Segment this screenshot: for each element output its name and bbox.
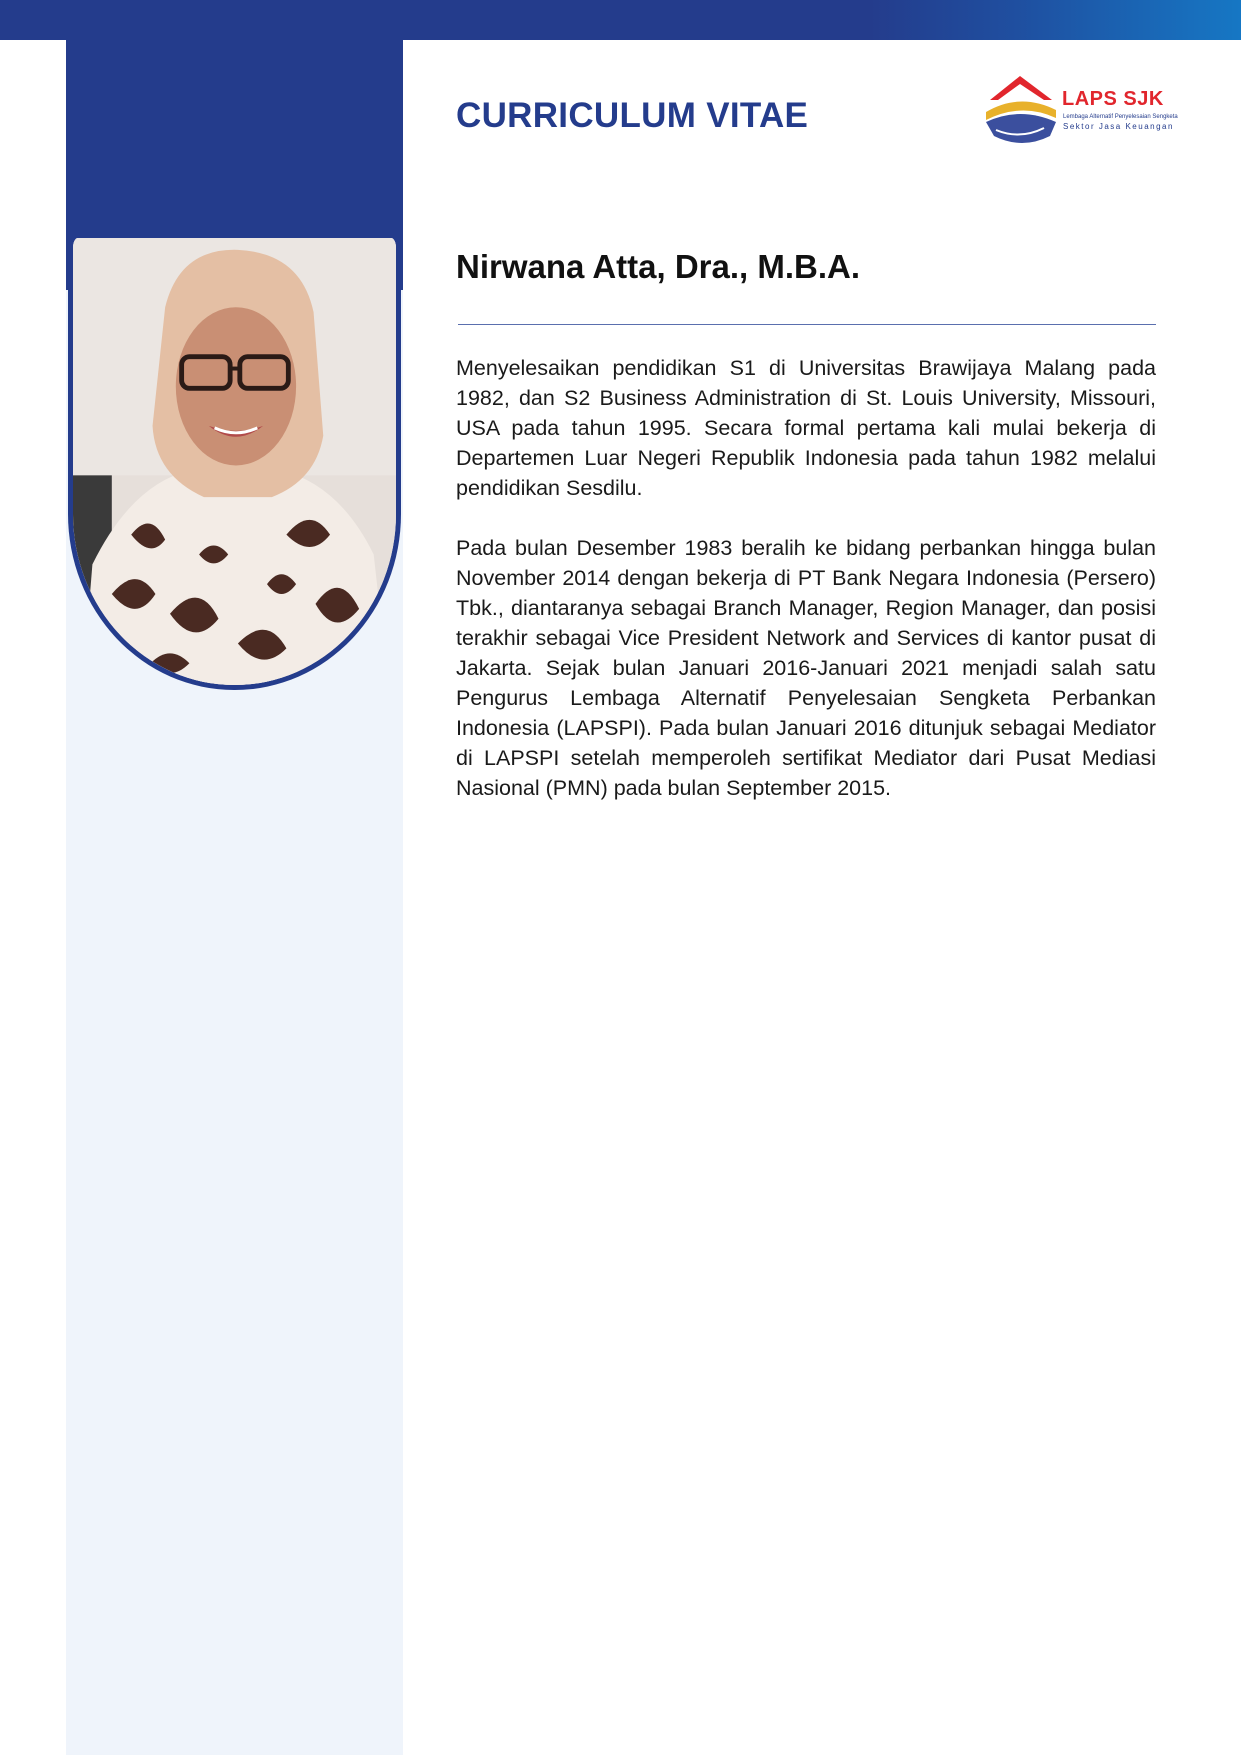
left-margin-panel: [0, 40, 66, 1755]
logo-wordmark: LAPS SJK: [1062, 88, 1164, 110]
laps-sjk-logo: [982, 70, 1182, 150]
portrait-illustration: [73, 238, 396, 685]
bio-paragraph-career: Pada bulan Desember 1983 beralih ke bidang perbankan hingga bulan November 2014 dengan bekerja di PT Bank Negara Indonesia (Persero) Tbk., diantaranya sebagai Branch Manager, Region Manager, dan posisi terakhir sebagai Vice President Network and Services di kantor pusat di Jakarta. Sejak bulan Januari 2016-Januari 2021 menjadi salah satu Pengurus Lembaga Alternatif Penyelesaian Sengketa Perbankan Indonesia (LAPSPI). Pada bulan Januari 2016 ditunjuk sebagai Mediator di LAPSPI setelah memperoleh sertifikat Mediator dari Pusat Mediasi Nasional (PMN) pada bulan September 2015.: [456, 536, 1156, 800]
logo-subtitle-sector: Sektor Jasa Keuangan: [1063, 122, 1174, 131]
person-name: Nirwana Atta, Dra., M.B.A.: [456, 248, 861, 285]
top-banner: [0, 0, 1241, 40]
biography: [456, 353, 1156, 833]
bio-paragraph-education: Menyelesaikan pendidikan S1 di Universitas Brawijaya Malang pada 1982, dan S2 Business Administration di St. Louis University, Missouri, USA pada tahun 1995. Secara formal pertama kali mulai bekerja di Departemen Luar Negeri Republik Indonesia pada tahun 1982 melalui pendidikan Sesdilu.: [456, 356, 1156, 500]
page-title: CURRICULUM VITAE: [456, 96, 809, 135]
portrait-photo: [68, 238, 401, 690]
main-content-panel: [403, 40, 1241, 1755]
logo-subtitle: Lembaga Alternatif Penyelesaian Sengketa: [1063, 114, 1178, 120]
name-divider: [458, 324, 1156, 325]
handshake-roof-icon: [982, 70, 1060, 150]
